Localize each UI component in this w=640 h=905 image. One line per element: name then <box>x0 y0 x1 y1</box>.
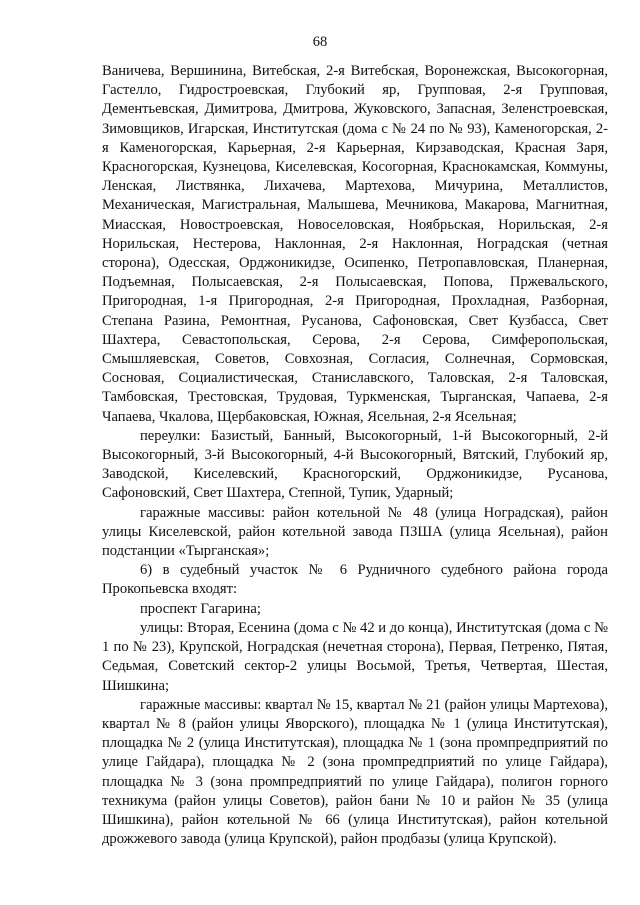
lanes-list: переулки: Базистый, Банный, Высокогорный, 1-й Высокогорный, 2-й Высокогорный, 3-й Высокогорный, 4-й Высокогорный, Вятский, Глубокий яр, Заводской, Киселевский, Красногорский, Орджоникидзе, Русанова, Сафоновский, Свет Шахтера, Степной, Тупик, Ударный; <box>102 427 608 502</box>
streets-list-continued: Ваничева, Вершинина, Витебская, 2-я Витебская, Воронежская, Высокогорная, Гастелло, Гидростроевская, Глубокий яр, Групповая, 2-я Групповая, Дементьевская, Димитрова, Дмитрова, Жуковского, Запасная, Зеленстроевская, Зимовщиков, Игарская, Институтская (дома с № 24 по № 93), Каменогорская, 2-я Каменогорская, Карьерная, 2-я Карьерная, Кирзаводская, Красная Заря, Красногорская, Кузнецова, Киселевская, Косогорная, Краснокамская, Коммуны, Ленская, Листвянка, Лихачева, Мартехова, Мичурина, Металлистов, Механическая, Магистральная, Малышева, Мечникова, Макарова, Магнитная, Миасская, Новостроевская, Новоселовская, Ноябрьская, Норильская, 2-я Норильская, Нестерова, Наклонная, 2-я Наклонная, Ноградская (четная сторона), Одесская, Орджоникидзе, Осипенко, Петропавловская, Планерная, Подъемная, Полысаевская, 2-я Полысаевская, Попова, Пржевальского, Пригородная, 1-я Пригородная, 2-я Пригородная, Прохладная, Разборная, Степана Разина, Ремонтная, Русанова, Сафоновская, Свет Кузбасса, Свет Шахтера, Севастопольская, Серова, 2-я Серова, Симферопольская, Смышляевская, Советов, Совхозная, Согласия, Солнечная, Сормовская, Сосновая, Социалистическая, Станиславского, Таловская, 2-я Таловская, Тамбовская, Трестовская, Трудовая, Туркменская, Тырганская, Чапаева, 2-я Чапаева, Чкалова, Щербаковская, Южная, Ясельная, 2-я Ясельная; <box>102 63 608 425</box>
court-district-6-heading: 6) в судебный участок № 6 Рудничного судебного района города Прокопьевска входят: <box>102 562 608 598</box>
streets-list-district-6: улицы: Вторая, Есенина (дома с № 42 и до конца), Институтская (дома с № 1 по № 23), Крупской, Ноградская (нечетная сторона), Первая, Петренко, Пятая, Седьмая, Советский сектор-2 улицы Восьмой, Третья, Четвертая, Шестая, Шишкина; <box>102 619 608 694</box>
garage-areas-list-district-6: гаражные массивы: квартал № 15, квартал № 21 (район улицы Мартехова), квартал № 8 (район улицы Яворского), площадка № 1 (улица Институтская), площадка № 2 (улица Институтская), площадка № 1 (зона промпредприятий по улице Гайдара), площадка № 2 (зона промпредприятий по улице Гайдара), площадка № 3 (зона промпредприятий по улице Гайдара), полигон горного техникума (район улицы Советов), район бани № 10 и район № 35 (улица Шишкина), район котельной № 66 (улица Институтская), район котельной дрожжевого завода (улица Крупской), район продбазы (улица Крупской). <box>102 696 608 848</box>
garage-areas-list: гаражные массивы: район котельной № 48 (улица Ноградская), район улицы Киселевской, район котельной завода ПЗША (улица Ясельная), район подстанции «Тырганская»; <box>102 504 608 560</box>
page-number: 68 <box>312 34 328 50</box>
document-body <box>102 62 608 849</box>
avenue-item: проспект Гагарина; <box>140 600 261 617</box>
